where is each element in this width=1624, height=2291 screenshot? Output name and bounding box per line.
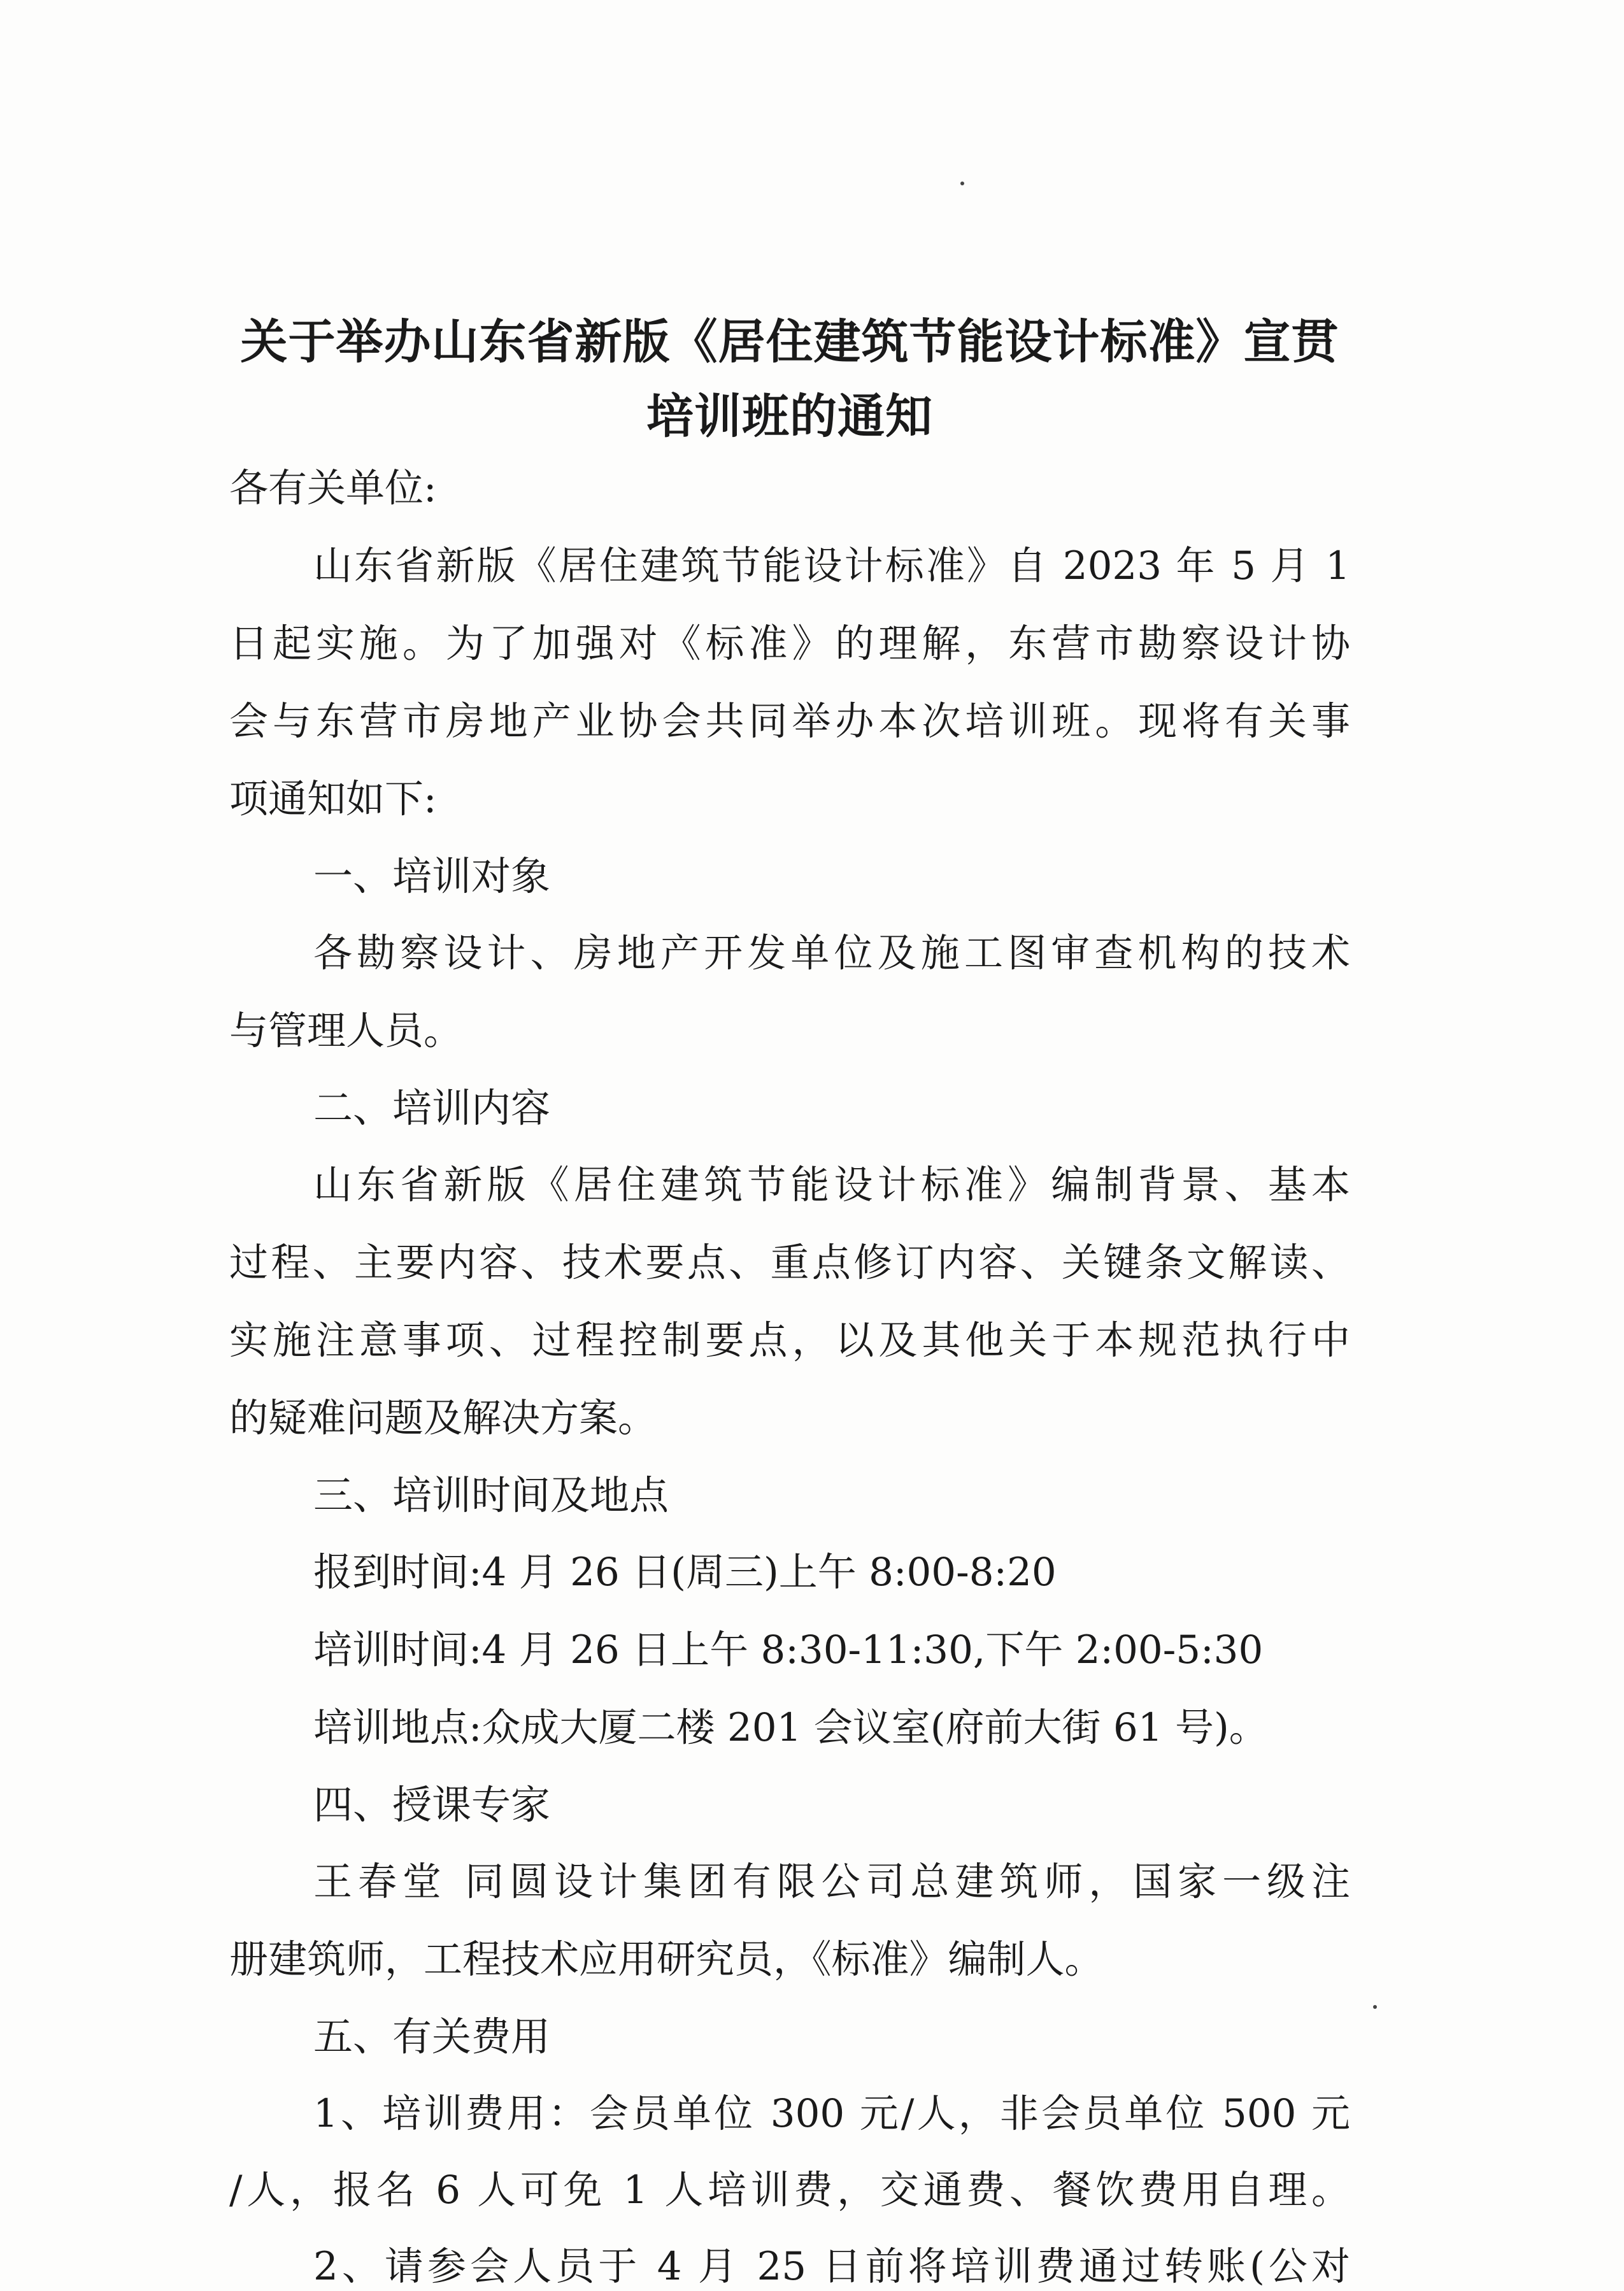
section-line: 培训地点:众成大厦二楼 201 会议室(府前大街 61 号)。 [313,1705,1268,1750]
section-line: 的疑难问题及解决方案。 [229,1395,657,1441]
section-line: 王春堂 同圆设计集团有限公司总建筑师，国家一级注 [313,1859,1350,1904]
section-heading-time-place: 三、培训时间及地点 [313,1472,669,1518]
section-line: 各勘察设计、房地产开发单位及施工图审查机构的技术 [313,931,1350,976]
section-line: 培训时间:4 月 26 日上午 8:30-11:30,下午 2:00-5:30 [313,1627,1264,1673]
document-title-line2: 培训班的通知 [646,389,933,444]
section-heading-expert: 四、授课专家 [313,1781,551,1828]
intro-line: 项通知如下: [229,776,437,822]
section-line: 报到时间:4 月 26 日(周三)上午 8:00-8:20 [313,1550,1057,1595]
section-heading-content: 二、培训内容 [313,1085,551,1131]
section-heading-fees: 五、有关费用 [313,2013,551,2060]
section-line: 与管理人员。 [229,1008,463,1053]
intro-line: 山东省新版《居住建筑节能设计标准》自 2023 年 5 月 1 [313,543,1350,589]
salutation: 各有关单位: [229,466,437,511]
section-line: /人，报名 6 人可免 1 人培训费，交通费、餐饮费用自理。 [229,2167,1350,2213]
section-line: 册建筑师，工程技术应用研究员，《标准》编制人。 [229,1937,1104,1982]
intro-line: 会与东营市房地产业协会共同举办本次培训班。现将有关事 [229,699,1350,744]
section-line: 山东省新版《居住建筑节能设计标准》编制背景、基本 [313,1162,1350,1208]
section-line: 实施注意事项、过程控制要点，以及其他关于本规范执行中 [229,1318,1350,1363]
section-line: 1、培训费用：会员单位 300 元/人，非会员单位 500 元 [313,2091,1350,2136]
section-heading-trainees: 一、培训对象 [313,853,551,899]
document-title-line1: 关于举办山东省新版《居住建筑节能设计标准》宣贯 [240,315,1339,369]
scan-speck [960,182,964,185]
scan-speck [1373,2005,1377,2009]
section-line: 2、请参会人员于 4 月 25 日前将培训费通过转账(公对 [313,2244,1350,2289]
section-line: 过程、主要内容、技术要点、重点修订内容、关键条文解读、 [229,1240,1350,1285]
intro-line: 日起实施。为了加强对《标准》的理解，东营市勘察设计协 [229,621,1350,666]
